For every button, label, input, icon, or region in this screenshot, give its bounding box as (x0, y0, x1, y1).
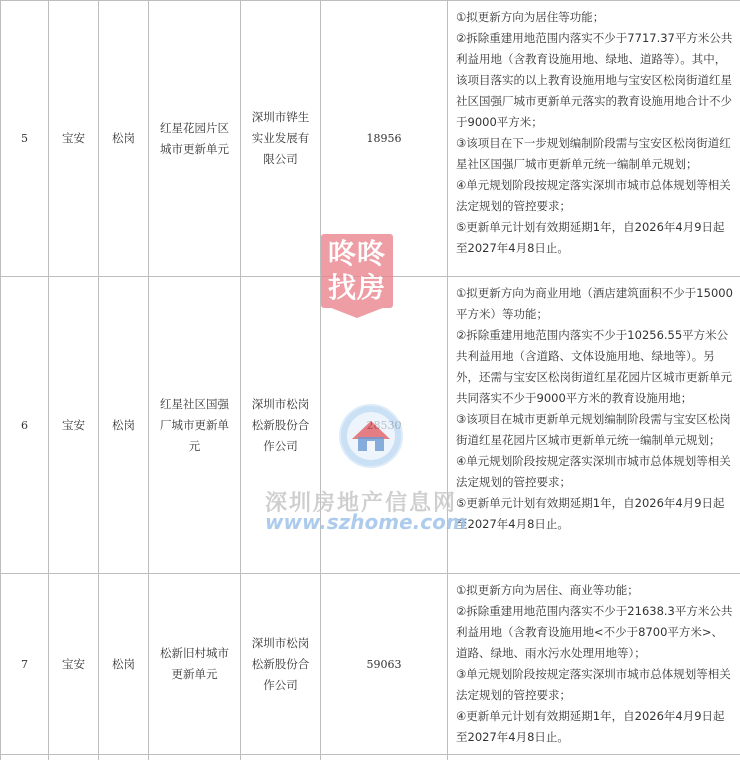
district-cell: 宝安 (49, 574, 99, 755)
note-item: ①拟更新方向为居住等功能； (456, 10, 605, 24)
note-item: ①拟更新方向为商业用地（酒店建筑面积不少于15000平方米）等功能； (456, 286, 733, 321)
watermark-badge-line2: 找房 (327, 271, 386, 304)
area-cell: 18956 (321, 1, 448, 277)
empty-cell (321, 755, 448, 760)
table-row (1, 574, 740, 755)
note-item: ①拟更新方向为居住、商业等功能； (456, 583, 639, 597)
row-number: 6 (1, 277, 49, 574)
note-item: ④单元规划阶段按规定落实深圳市城市总体规划等相关法定规划的管控要求； (456, 178, 731, 213)
watermark-site-name: 深圳房地产信息网 (265, 491, 458, 516)
note-item: ②拆除重建用地范围内落实不少于7717.37平方米公共利益用地（含教育设施用地、绿地、道路等）。其中，该项目落实的以上教育设施用地与宝安区松岗街道红星社区国强厂城市更新单元落实的教育设施用地合计不少于9000平方米； (456, 31, 733, 129)
watermark-badge-tail (321, 304, 393, 318)
applicant-cell: 深圳市松岗松新股份合作公司 (241, 277, 321, 574)
notes-cell (448, 1, 740, 277)
note-item: ⑤更新单元计划有效期延期1年，自2026年4月9日起至2027年4月8日止。 (456, 496, 725, 531)
street-cell: 松岗 (99, 1, 149, 277)
note-item: ③该项目在城市更新单元规划编制阶段需与宝安区松岗街道红星花园片区城市更新单元统一编制单元规划； (456, 412, 731, 447)
szhome-logo-icon (338, 403, 404, 469)
district-cell: 宝安 (49, 1, 99, 277)
empty-cell (149, 755, 241, 760)
note-item: ②拆除重建用地范围内落实不少于21638.3平方米公共利益用地（含教育设施用地<不少于8700平方米>、道路、绿地、雨水污水处理用地等）； (456, 604, 733, 660)
district-cell: 宝安 (49, 277, 99, 574)
empty-cell (448, 755, 740, 760)
unit-name-cell: 红星花园片区城市更新单元 (149, 1, 241, 277)
watermark-site-url: www.szhome.com (265, 510, 467, 534)
watermark-badge-text (321, 237, 393, 305)
table-row (1, 755, 740, 760)
empty-cell (241, 755, 321, 760)
note-item: ④更新单元计划有效期延期1年，自2026年4月9日起至2027年4月8日止。 (456, 709, 725, 744)
empty-cell (1, 755, 49, 760)
notes-cell (448, 277, 740, 574)
unit-name-cell: 松新旧村城市更新单元 (149, 574, 241, 755)
watermark-badge-line1: 咚咚 (327, 237, 386, 270)
row-number: 7 (1, 574, 49, 755)
row-number: 5 (1, 1, 49, 277)
empty-cell (99, 755, 149, 760)
notes-cell (448, 574, 740, 755)
empty-cell (49, 755, 99, 760)
applicant-cell: 深圳市铧生实业发展有限公司 (241, 1, 321, 277)
note-item: ④单元规划阶段按规定落实深圳市城市总体规划等相关法定规划的管控要求； (456, 454, 731, 489)
applicant-cell: 深圳市松岗松新股份合作公司 (241, 574, 321, 755)
dongdong-zhaofang-watermark (321, 234, 393, 320)
note-item: ③该项目在下一步规划编制阶段需与宝安区松岗街道红星社区国强厂城市更新单元统一编制单元规划； (456, 136, 731, 171)
area-cell: 59063 (321, 574, 448, 755)
street-cell: 松岗 (99, 277, 149, 574)
note-item: ③单元规划阶段按规定落实深圳市城市总体规划等相关法定规划的管控要求； (456, 667, 731, 702)
note-item: ⑤更新单元计划有效期延期1年，自2026年4月9日起至2027年4月8日止。 (456, 220, 725, 255)
unit-name-cell: 红星社区国强厂城市更新单元 (149, 277, 241, 574)
note-item: ②拆除重建用地范围内落实不少于10256.55平方米公共利益用地（含道路、文体设施用地、绿地等）。另外，还需与宝安区松岗街道红星花园片区城市更新单元共同落实不少于9000平方米的教育设施用地； (456, 328, 732, 405)
street-cell: 松岗 (99, 574, 149, 755)
